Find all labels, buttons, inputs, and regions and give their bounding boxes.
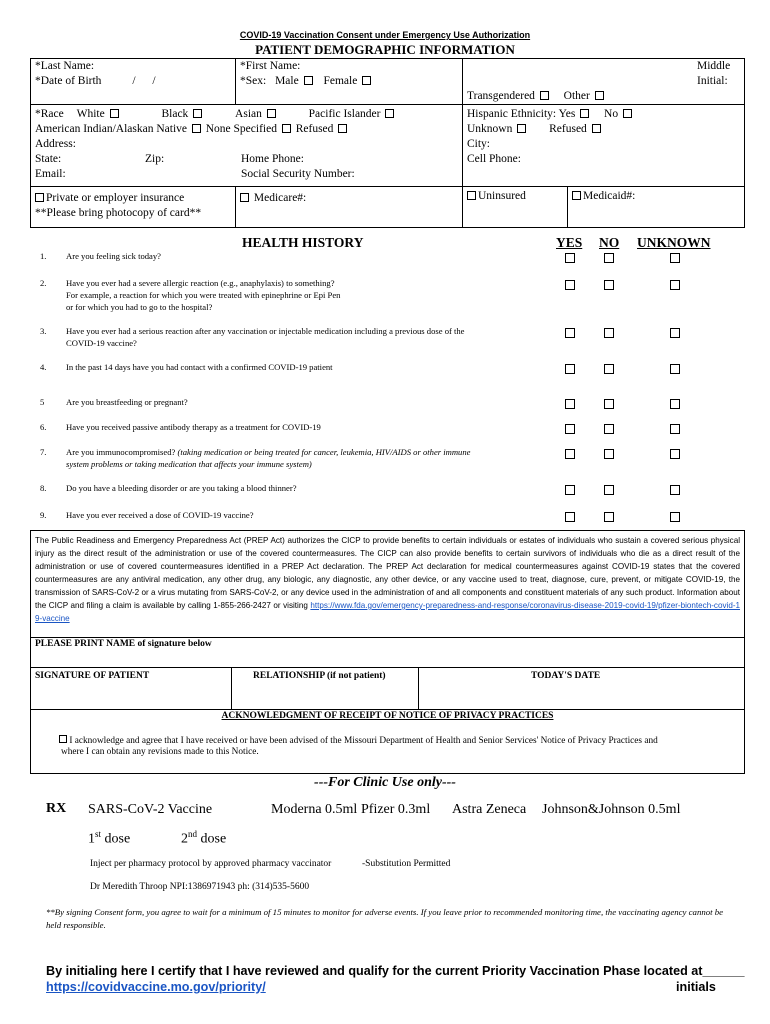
sex-label: *Sex: [240, 75, 267, 87]
yes-checkbox[interactable] [565, 399, 575, 409]
initials-blank[interactable]: ______ [702, 964, 745, 978]
last-name-field[interactable]: *Last Name: [35, 60, 95, 72]
zip-field[interactable]: Zip: [145, 153, 165, 165]
privacy-text: I acknowledge and agree that I have received or have been advised of the Missouri Department of Health and Senior Services' Notice of Privacy Practices and [69, 736, 658, 746]
checkbox[interactable] [110, 109, 119, 118]
question-number: 6. [40, 422, 47, 432]
question-number: 3. [40, 326, 47, 336]
sex-transgendered-option[interactable] [467, 90, 551, 102]
city-field[interactable]: City: [467, 138, 491, 150]
unknown-checkbox[interactable] [670, 512, 680, 522]
checkbox[interactable] [385, 109, 394, 118]
hispanic-field [467, 107, 740, 122]
no-checkbox[interactable] [604, 512, 614, 522]
checkbox[interactable] [267, 109, 276, 118]
checkbox[interactable] [592, 124, 601, 133]
clinic-title: ---For Clinic Use only--- [314, 775, 456, 790]
question-subtext: or for which you had to go to the hospital? [66, 302, 213, 312]
dose-word: dose [104, 831, 131, 847]
rx-label: RX [46, 801, 67, 816]
middle-initial-label: Middle Initial: [697, 60, 731, 87]
question-text: Are you breastfeeding or pregnant? [66, 397, 188, 407]
yes-checkbox[interactable] [565, 280, 575, 290]
prep-act-text [35, 534, 740, 625]
question-text: Have you received passive antibody therapy as a treatment for COVID-19 [66, 422, 321, 432]
question-text: Do you have a bleeding disorder or are you taking a blood thinner? [66, 483, 297, 493]
relationship-field[interactable]: RELATIONSHIP (if not patient) [253, 671, 386, 681]
print-name-label: PLEASE PRINT NAME of signature below [35, 639, 212, 649]
option-label: Female [323, 75, 358, 87]
home-phone-field[interactable]: Home Phone: [241, 153, 304, 165]
dose-suffix: nd [188, 829, 197, 839]
question-note: (taking medication or being treated for cancer, leukemia, HIV/AIDS or other immune [177, 447, 471, 457]
dose-word: dose [200, 831, 227, 847]
checkbox[interactable] [595, 91, 604, 100]
race-none-option[interactable] [206, 123, 293, 135]
address-field[interactable]: Address: [35, 138, 76, 150]
yes-checkbox[interactable] [565, 449, 575, 459]
option-label: Private or employer insurance [46, 192, 185, 204]
no-checkbox[interactable] [604, 399, 614, 409]
race-refused-option[interactable] [296, 123, 350, 135]
dose-number: 1 [88, 831, 95, 847]
option-label: Male [275, 75, 299, 87]
yes-checkbox[interactable] [565, 328, 575, 338]
certify-statement [46, 964, 745, 978]
no-checkbox[interactable] [604, 253, 614, 263]
race-label: *Race [35, 108, 64, 120]
option-label: Refused [549, 123, 587, 135]
initials-label: initials [676, 980, 716, 994]
dob-sep: / [152, 75, 156, 87]
question-number: 7. [40, 447, 47, 457]
unknown-checkbox[interactable] [670, 364, 680, 374]
no-checkbox[interactable] [604, 328, 614, 338]
sex-field [240, 74, 458, 89]
first-dose-option[interactable] [88, 829, 130, 848]
option-label: Refused [295, 123, 334, 135]
checkbox[interactable] [282, 124, 291, 133]
checkbox[interactable] [623, 109, 632, 118]
question-text: Are you immunocompromised? [66, 447, 176, 457]
no-checkbox[interactable] [604, 280, 614, 290]
question-text: Are you feeling sick today? [66, 251, 161, 261]
signature-patient-field[interactable]: SIGNATURE OF PATIENT [35, 671, 150, 681]
substitution-text: -Substitution Permitted [362, 859, 451, 869]
option-label: No [604, 108, 619, 120]
option-label: White [76, 108, 105, 120]
demographics-table [30, 58, 745, 228]
question-subtext: COVID-19 vaccine? [66, 338, 137, 348]
dose-number: 2 [181, 831, 188, 847]
second-dose-option[interactable] [181, 829, 226, 848]
race-pacific-option[interactable] [309, 108, 397, 120]
race-black-option[interactable] [161, 108, 204, 120]
hispanic-unknown-option[interactable] [467, 123, 528, 135]
protocol-text: Inject per pharmacy protocol by approved pharmacy vaccinator [90, 859, 332, 869]
yes-checkbox[interactable] [565, 424, 575, 434]
checkbox[interactable] [338, 124, 347, 133]
wait-note: **By signing Consent form, you agree to wait for a minimum of 15 minutes to monitor for adverse events. If you leave prior to recommended monitoring time, the vaccinating agency cannot be held responsible. [46, 907, 724, 930]
prep-text: The Public Readiness and Emergency Preparedness Act (PREP Act) authorizes the CICP to provide benefits to certain individuals or estates of individuals who sustain a covered serious physical injury as the direct result of the administration or use of the covered countermeasures. The CICP can also provide benefits to certain survivors of individuals who die as a direct result of the administration or use of covered countermeasures identified in a PREP Act declaration. The PREP Act declaration for medical countermeasures against COVID-19 states that the covered countermeasures are any antiviral medication, any other drug, any biologic, any diagnostic, any other device, or any vaccine used to treat, diagnose, cure, prevent, or mitigate COVID-19, the transmission of SARS-CoV-2 or a virus mutating from SARS-CoV-2, or any device used in the administration of and all components and constituent materials of any such product. Information about the CICP and filing a claim is available by calling 1-855-266-2427 or visiting [35, 536, 740, 610]
question-text: Have you ever had a serious reaction after any vaccination or injectable medication including a previous dose of the [66, 326, 465, 336]
hispanic-refused-option[interactable] [549, 123, 603, 135]
moderna-option[interactable]: Moderna 0.5ml [271, 802, 358, 817]
option-label: Transgendered [467, 90, 535, 102]
col-unknown-header: UNKNOWN [637, 235, 711, 250]
question-number: 4. [40, 362, 47, 372]
question-subtext: For example, a reaction for which you were treated with epinephrine or Epi Pen [66, 290, 341, 300]
health-history-title: HEALTH HISTORY [242, 235, 364, 250]
hispanic-no-option[interactable] [604, 108, 634, 120]
checkbox[interactable] [193, 109, 202, 118]
col-yes-header: YES [556, 235, 583, 250]
question-number: 2. [40, 278, 47, 288]
certify-text: By initialing here I certify that I have reviewed and qualify for the current Priority Vaccination Phase located at [46, 964, 703, 978]
unknown-checkbox[interactable] [670, 399, 680, 409]
state-field[interactable]: State: [35, 153, 62, 165]
checkbox[interactable] [540, 91, 549, 100]
unknown-checkbox[interactable] [670, 424, 680, 434]
privacy-title: ACKNOWLEDGMENT OF RECEIPT OF NOTICE OF PRIVACY PRACTICES [221, 711, 554, 721]
yes-checkbox[interactable] [565, 485, 575, 495]
hispanic-yes-option[interactable] [559, 108, 592, 120]
section-title: PATIENT DEMOGRAPHIC INFORMATION [255, 42, 515, 57]
medicaid-option[interactable] [568, 187, 639, 227]
checkbox[interactable] [580, 109, 589, 118]
sex-other-option[interactable] [564, 90, 606, 102]
question-text: Have you ever received a dose of COVID-19 vaccine? [66, 510, 254, 520]
doctor-info: Dr Meredith Throop NPI:1386971943 ph: (314)535-5600 [90, 882, 310, 892]
astra-option[interactable]: Astra Zeneca [452, 802, 527, 817]
checkbox[interactable] [517, 124, 526, 133]
yes-checkbox[interactable] [565, 512, 575, 522]
sex-female-option[interactable] [323, 75, 373, 87]
yes-checkbox[interactable] [565, 364, 575, 374]
form-title: COVID-19 Vaccination Consent under Emergency Use Authorization [239, 30, 531, 40]
question-number: 1. [40, 251, 47, 261]
dob-field[interactable] [35, 74, 231, 89]
jj-option[interactable]: Johnson&Johnson 0.5ml [542, 802, 681, 817]
race-asian-option[interactable] [235, 108, 278, 120]
question-number: 5 [40, 397, 45, 407]
option-label: Medicare#: [253, 192, 307, 204]
no-checkbox[interactable] [604, 364, 614, 374]
consent-box [30, 530, 745, 710]
checkbox[interactable] [192, 124, 201, 133]
unknown-checkbox[interactable] [670, 328, 680, 338]
option-label: Uninsured [478, 190, 526, 202]
privacy-text-2: where I can obtain any revisions made to this Notice. [61, 747, 259, 757]
insurance-note: **Please bring photocopy of card** [35, 207, 202, 219]
question-text: Have you ever had a severe allergic reaction (e.g., anaphylaxis) to something? [66, 278, 335, 288]
question-number: 9. [40, 510, 47, 520]
todays-date-field[interactable]: TODAY'S DATE [531, 671, 601, 681]
checkbox[interactable] [362, 76, 371, 85]
dob-sep: / [132, 75, 136, 87]
yes-checkbox[interactable] [565, 253, 575, 263]
no-checkbox[interactable] [604, 424, 614, 434]
option-label: None Specified [205, 123, 277, 135]
ssn-field[interactable]: Social Security Number: [241, 168, 355, 180]
col-no-header: NO [599, 235, 620, 250]
hispanic-label: Hispanic Ethnicity: [467, 108, 557, 120]
checkbox[interactable] [467, 191, 476, 200]
dob-label: *Date of Birth [35, 75, 102, 87]
dose-suffix: st [95, 829, 102, 839]
unknown-checkbox[interactable] [670, 449, 680, 459]
option-label: Other [563, 90, 590, 102]
medicare-option[interactable] [240, 191, 458, 206]
cell-phone-field[interactable]: Cell Phone: [467, 153, 521, 165]
priority-link[interactable]: https://covidvaccine.mo.gov/priority/ [46, 980, 266, 994]
vaccine-label: SARS-CoV-2 Vaccine [88, 802, 213, 817]
question-number: 8. [40, 483, 47, 493]
race-field [35, 107, 458, 122]
option-label: American Indian/Alaskan Native [35, 123, 187, 135]
option-label: Unknown [467, 123, 513, 135]
unknown-checkbox[interactable] [670, 253, 680, 263]
pfizer-option[interactable]: Pfizer 0.3ml [361, 802, 431, 817]
race-native-option[interactable] [35, 123, 203, 135]
option-label: Black [161, 108, 189, 120]
unknown-checkbox[interactable] [670, 485, 680, 495]
no-checkbox[interactable] [604, 485, 614, 495]
insurance-option[interactable] [35, 191, 231, 206]
question-note: system problems or taking medication that affects your immune system) [66, 459, 312, 469]
email-field[interactable]: Email: [35, 168, 66, 180]
checkbox[interactable] [35, 193, 44, 202]
sex-male-option[interactable] [275, 75, 315, 87]
first-name-field[interactable]: *First Name: [240, 60, 301, 72]
option-label: Medicaid#: [583, 190, 636, 202]
checkbox[interactable] [240, 193, 249, 202]
option-label: Yes [558, 108, 576, 120]
middle-initial-field[interactable] [467, 59, 740, 89]
no-checkbox[interactable] [604, 449, 614, 459]
privacy-box [30, 709, 745, 774]
option-label: Pacific Islander [308, 108, 381, 120]
privacy-checkbox[interactable] [59, 735, 67, 743]
question-text: In the past 14 days have you had contact with a confirmed COVID-19 patient [66, 362, 333, 372]
race-white-option[interactable] [77, 108, 121, 120]
option-label: Asian [235, 108, 262, 120]
checkbox[interactable] [304, 76, 313, 85]
fda-link[interactable]: https://www.fda.gov/emergency-preparedness-and-response/coronavirus-disease-2019-covid-19/pfizer-biontech-covid-19-vaccine [35, 601, 741, 623]
checkbox[interactable] [572, 191, 581, 200]
unknown-checkbox[interactable] [670, 280, 680, 290]
uninsured-option[interactable] [463, 187, 568, 227]
